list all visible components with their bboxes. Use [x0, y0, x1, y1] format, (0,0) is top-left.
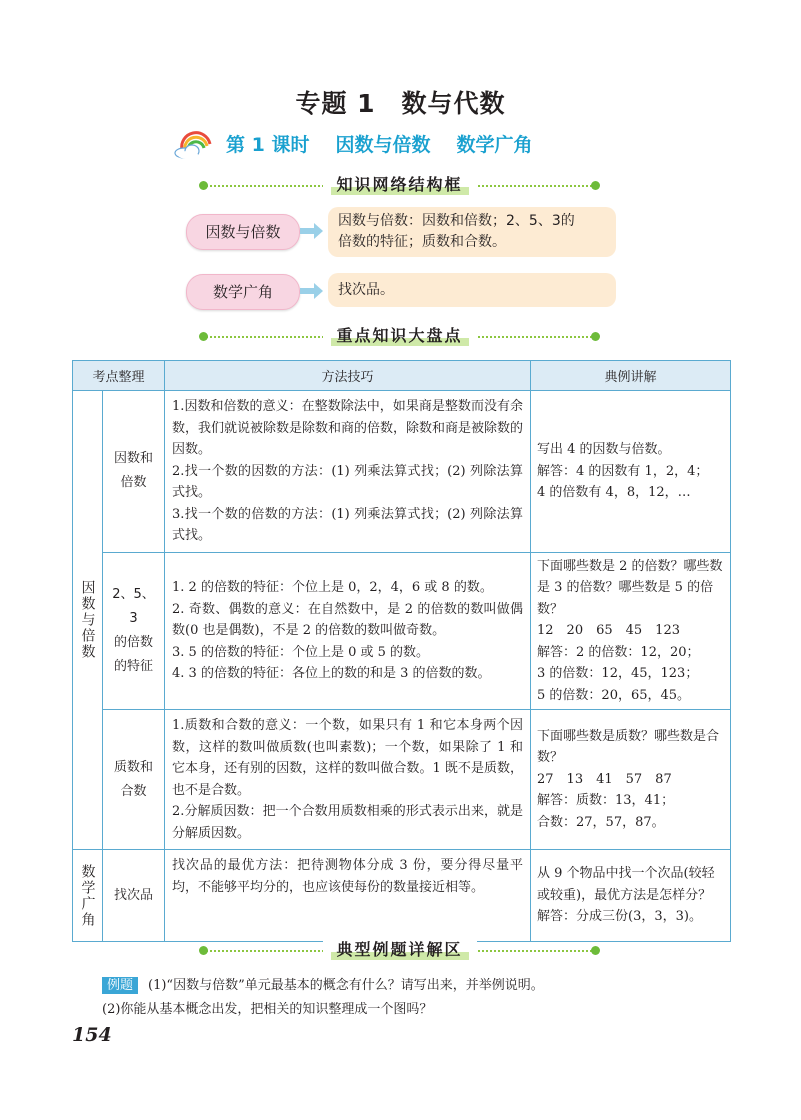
table-method [165, 391, 531, 553]
example-line: 写出 4 的因数与倍数。 [537, 442, 671, 457]
table-method [165, 710, 531, 850]
method-item: 2. 奇数、偶数的意义：在自然数中，是 2 的倍数的数叫做偶数(0 也是偶数)，不是 2 的倍数的数叫做奇数。 [172, 601, 524, 638]
network-node-math [186, 274, 300, 310]
topic-label: 专题 1 [295, 89, 376, 118]
table-method [165, 850, 531, 942]
example-line: 27 13 41 57 87 [537, 771, 672, 787]
subtopic-line: 倍数 [120, 475, 147, 491]
table-header-row [73, 361, 731, 391]
table-example [531, 391, 731, 553]
table-row [73, 391, 731, 553]
example-line: 解答：4 的因数有 1，2，4； [537, 463, 709, 479]
example-question-1 [102, 974, 544, 994]
lesson-number: 第 1 课时 [226, 134, 310, 156]
subtopic-line: 的倍数 [114, 634, 154, 650]
example-line: 解答：质数：13，41； [537, 793, 675, 809]
example-q2: (2)你能从基本概念出发，把相关的知识整理成一个图吗？ [102, 1002, 433, 1017]
subtopic-line: 的特征 [114, 658, 154, 674]
topic-subject: 数与代数 [401, 89, 506, 118]
network-note-factors [328, 207, 616, 257]
example-tag: 例题 [102, 977, 138, 994]
table-category [73, 391, 103, 850]
network-note-line: 倍数的特征；质数和合数。 [338, 234, 506, 250]
section-examples-label: 典型例题详解区 [336, 940, 463, 959]
knowledge-table [72, 360, 731, 942]
category-label: 因数与倍数 [79, 580, 96, 660]
category-label: 数学广角 [79, 863, 96, 928]
section-keypoints-title [203, 322, 596, 350]
subtopic-line: 找次品 [114, 887, 154, 903]
subtopic-line: 合数 [120, 783, 147, 799]
table-example [531, 850, 731, 942]
subtopic-line: 2、5、3 [112, 586, 155, 626]
method-item: 4. 3 的倍数的特征：各位上的数的和是 3 的倍数的数。 [172, 666, 491, 681]
network-note-line: 因数与倍数：因数和倍数；2、5、3的 [338, 213, 575, 229]
arrow-right-icon [300, 282, 324, 300]
network-node-label: 数学广角 [212, 283, 273, 301]
example-q1: (1)“因数与倍数”单元最基本的概念有什么？请写出来，并举例说明。 [148, 978, 544, 993]
table-header: 考点整理 [73, 361, 165, 391]
method-item: 3. 5 的倍数的特征：个位上是 0 或 5 的数。 [172, 644, 430, 660]
lesson-part2: 数学广角 [456, 134, 533, 156]
section-network-title [203, 171, 596, 199]
table-header: 方法技巧 [165, 361, 531, 391]
table-category [73, 850, 103, 942]
example-question-2 [102, 998, 432, 1017]
example-line: 下面哪些数是 2 的倍数？哪些数是 3 的倍数？哪些数是 5 的倍数？ [537, 558, 723, 617]
lesson-heading [172, 128, 632, 162]
network-note-line: 找次品。 [338, 282, 394, 298]
table-header: 典例讲解 [531, 361, 731, 391]
table-row [73, 710, 731, 850]
network-node-label: 因数与倍数 [205, 223, 281, 241]
arrow-right-icon [300, 222, 324, 240]
table-subtopic [103, 391, 165, 553]
table-example [531, 710, 731, 850]
example-line: 12 20 65 45 123 [537, 623, 680, 638]
table-row [73, 850, 731, 942]
table-method [165, 552, 531, 710]
example-line: 解答：2 的倍数：12，20； [537, 644, 700, 660]
table-subtopic [103, 552, 165, 710]
example-line: 合数：27，57，87。 [537, 814, 665, 830]
method-item: 1.因数和倍数的意义：在整数除法中，如果商是整数而没有余数，我们就说被除数是除数和商的倍数，除数和商是被除数的因数。 [172, 399, 524, 457]
page-number: 154 [72, 1024, 112, 1046]
network-note-math [328, 273, 616, 307]
table-subtopic [103, 850, 165, 942]
method-item: 1.质数和合数的意义：一个数，如果只有 1 和它本身两个因数，这样的数叫做质数(也叫素数)；一个数，如果除了 1 和它本身，还有别的因数，这样的数叫做合数。1 既不是质数，也不是合数。 [172, 718, 524, 798]
example-line: 3 的倍数：12，45，123； [537, 666, 699, 681]
method-item: 2.分解质因数：把一个合数用质数相乘的形式表示出来，就是分解质因数。 [172, 804, 524, 841]
example-line: 5 的倍数：20，65，45。 [537, 687, 691, 703]
section-examples-title [203, 936, 596, 964]
table-example [531, 552, 731, 710]
section-keypoints-label: 重点知识大盘点 [336, 326, 463, 345]
example-line: 解答：分成三份(3，3，3)。 [537, 909, 702, 925]
method-item: 找次品的最优方法：把待测物体分成 3 份，要分得尽量平均，不能够平均分的，也应该使每份的数量接近相等。 [172, 858, 524, 895]
table-subtopic [103, 710, 165, 850]
lesson-part1: 因数与倍数 [335, 134, 431, 156]
network-node-factors [186, 214, 300, 250]
rainbow-cloud-icon [172, 130, 222, 160]
method-item: 2.找一个数的因数的方法：(1) 列乘法算式找；(2) 列除法算式找。 [172, 463, 524, 500]
subtopic-line: 质数和 [114, 759, 154, 775]
page-title [0, 84, 801, 120]
example-line: 下面哪些数是质数？哪些数是合数？ [537, 728, 720, 766]
table-row [73, 552, 731, 710]
example-line: 从 9 个物品中找一个次品(较轻或较重)，最优方法是怎样分？ [537, 866, 715, 903]
method-item: 1. 2 的倍数的特征：个位上是 0，2，4，6 或 8 的数。 [172, 580, 493, 595]
method-item: 3.找一个数的倍数的方法：(1) 列乘法算式找；(2) 列除法算式找。 [172, 506, 524, 543]
example-line: 4 的倍数有 4，8，12，… [537, 485, 691, 500]
subtopic-line: 因数和 [114, 451, 154, 467]
section-network-label: 知识网络结构框 [336, 175, 463, 194]
